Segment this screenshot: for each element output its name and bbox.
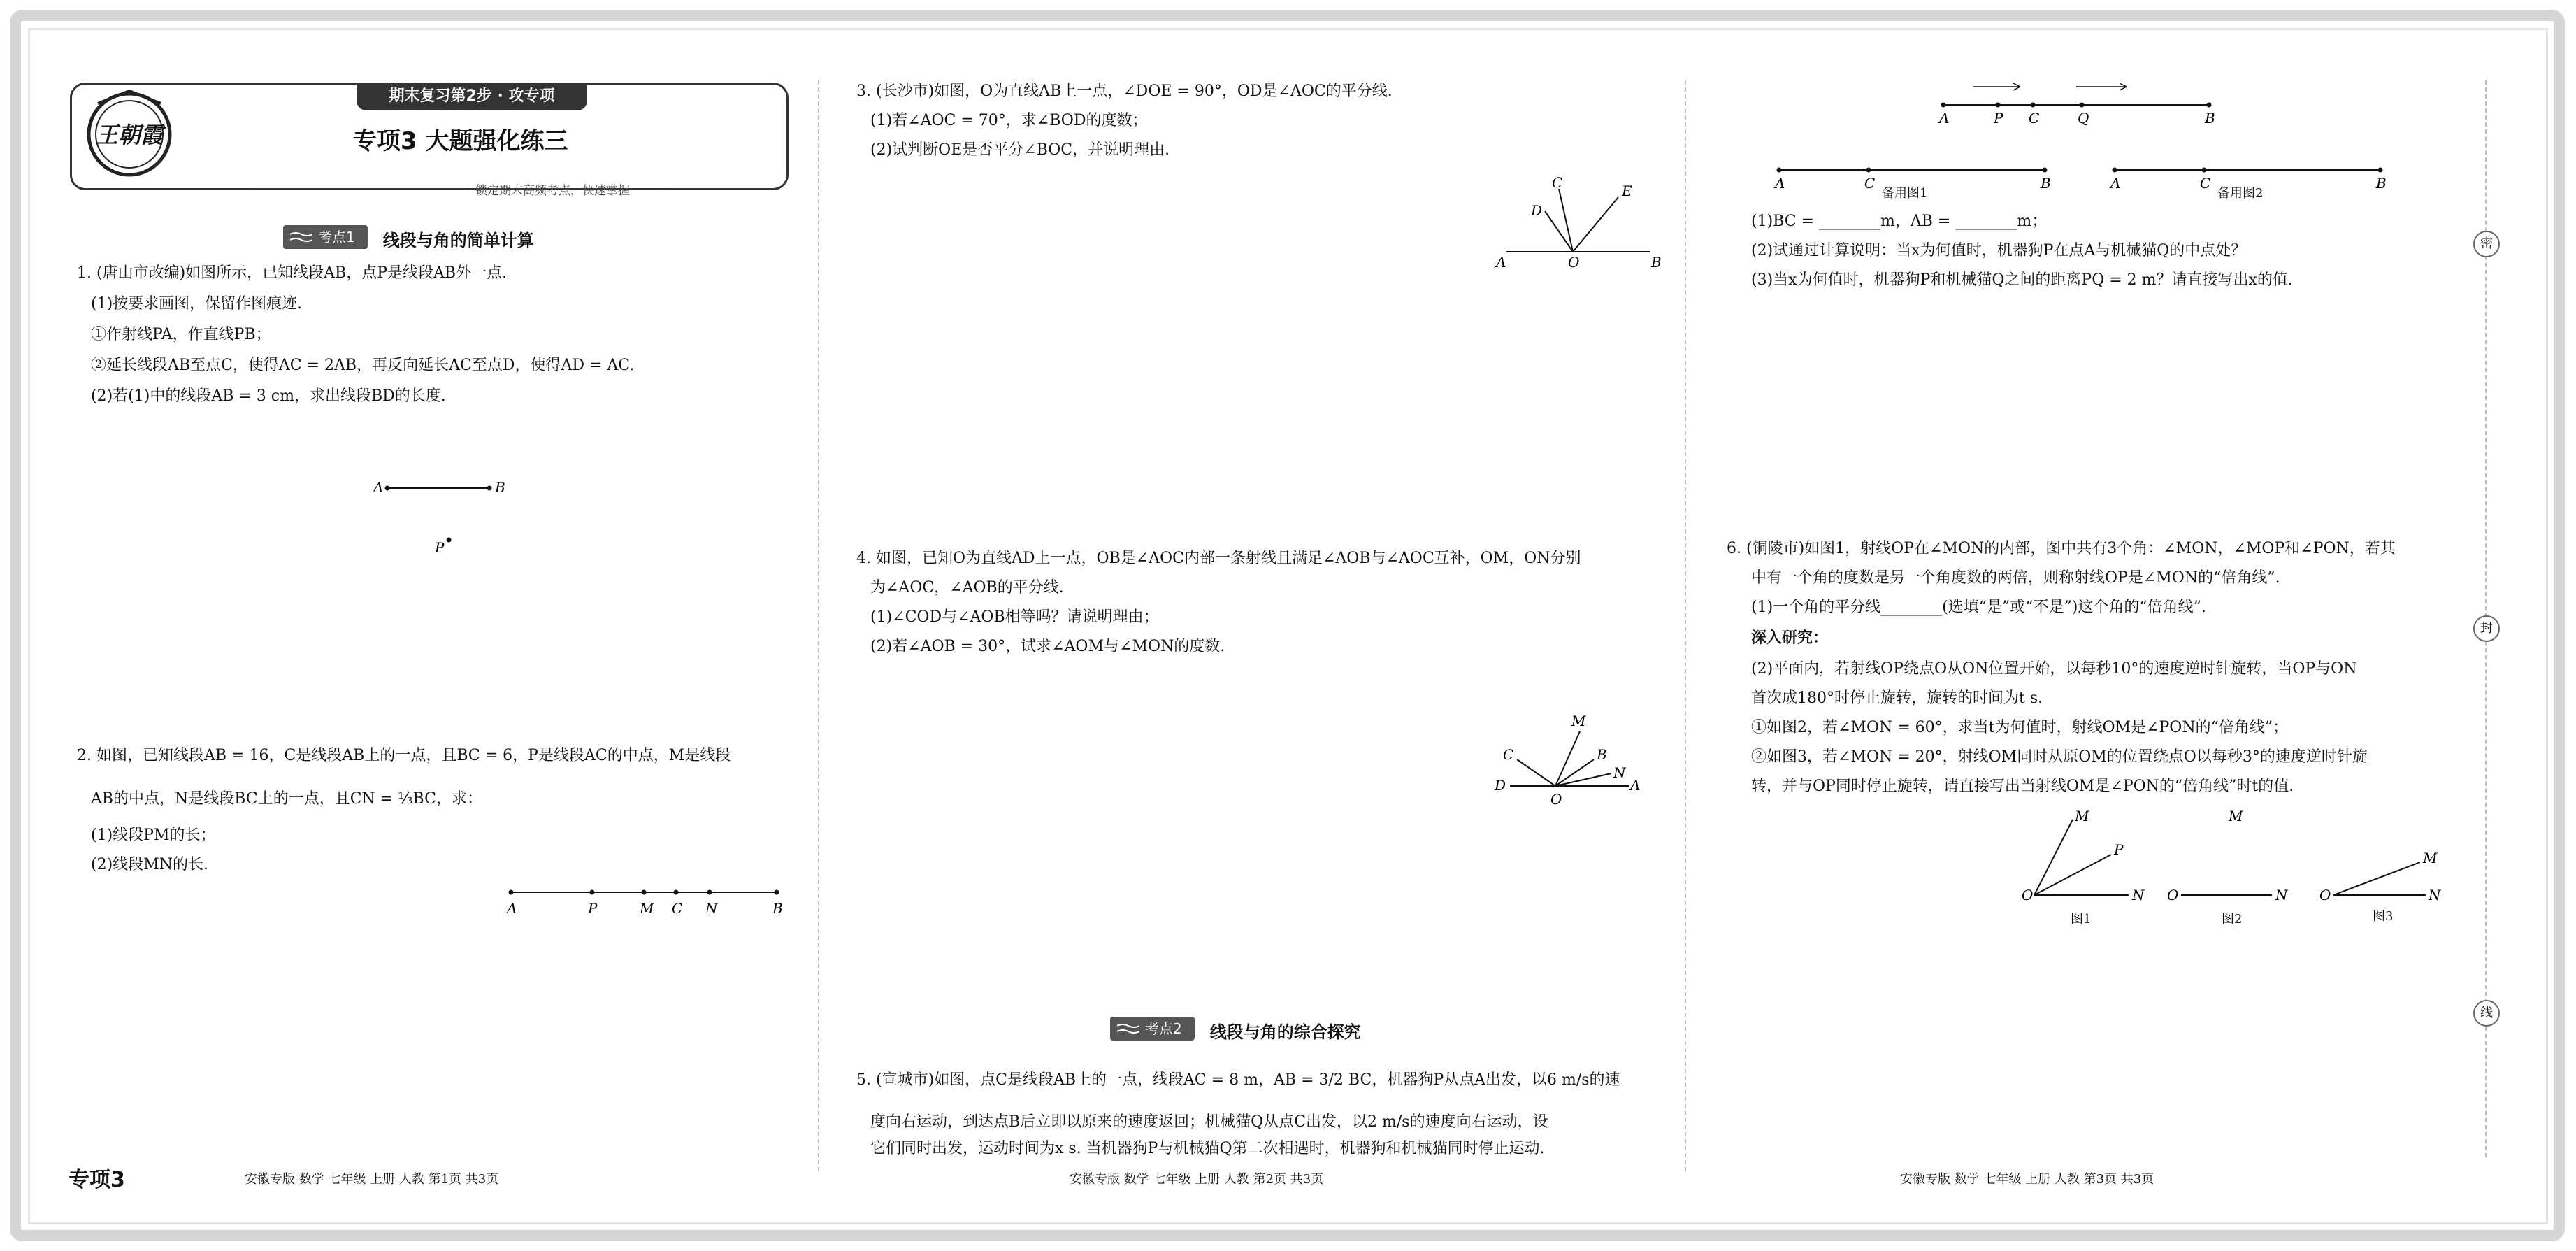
q5-spare1-label-c: C xyxy=(1864,175,1876,192)
q6-line-3: (1)一个角的平分线________(选填“是”或“不是”)这个角的“倍角线”. xyxy=(1751,599,2206,616)
q5-line-2: 度向右运动，到达点B后立即以原来的速度返回；机械猫Q从点C出发，以2 m/s的速度向右运动，设 xyxy=(870,1113,1548,1131)
q4-label-o: O xyxy=(1550,791,1562,808)
q6-line-5: (2)平面内，若射线OP绕点O从ON位置开始，以每秒10°的速度逆时针旋转，当OP与ON xyxy=(1751,660,2357,678)
q1-figure xyxy=(364,469,524,559)
q6-line-6: 首次成180°时停止旋转，旋转的时间为t s. xyxy=(1751,689,2043,707)
q2-label-p: P xyxy=(588,900,598,917)
q5-figure-main xyxy=(1929,70,2223,126)
q6-caption-2: 图2 xyxy=(2222,912,2243,927)
q2-point-b xyxy=(775,890,779,895)
section-1-badge xyxy=(283,225,368,249)
q4-label-a: A xyxy=(1630,777,1641,794)
q5-main-label-b: B xyxy=(2205,110,2215,126)
q2-label-b: B xyxy=(772,900,783,917)
q3-label-o: O xyxy=(1568,254,1580,271)
q3-line-2: (1)若∠AOC = 70°，求∠BOD的度数； xyxy=(870,112,1148,129)
q5-main-point-q xyxy=(2080,103,2085,108)
q2-label-m: M xyxy=(640,900,654,917)
q2-point-n xyxy=(707,890,712,895)
q5-spare2-point-a xyxy=(2113,168,2117,173)
q6-line-8: ②如图3，若∠MON = 20°，射线OM同时从原OM的位置绕点O以每秒3°的速度逆时针旋 xyxy=(1751,748,2368,766)
q2-line-4: (2)线段MN的长. xyxy=(91,856,208,873)
q5-main-label-a: A xyxy=(1939,110,1950,126)
q6-caption-3: 图3 xyxy=(2373,909,2394,924)
column-divider-2 xyxy=(1685,80,1686,1171)
side-tab-mi: 密 xyxy=(2473,231,2500,257)
q3-label-b: B xyxy=(1651,254,1662,271)
q1-line-2: (1)按要求画图，保留作图痕迹. xyxy=(91,295,303,313)
q5-main-label-p: P xyxy=(1994,110,2003,126)
q5-main-point-b xyxy=(2207,103,2212,108)
q4-label-n: N xyxy=(1613,764,1626,781)
q4-label-b: B xyxy=(1597,746,1607,763)
q3-line-3: (2)试判断OE是否平分∠BOC，并说明理由. xyxy=(870,141,1170,159)
q5-spare2-label-a: A xyxy=(2110,175,2121,192)
q6-fig1-label-n: N xyxy=(2132,887,2145,903)
q4-line-2: 为∠AOC，∠AOB的平分线. xyxy=(870,579,1064,596)
q2-label-n: N xyxy=(705,900,718,917)
footer-page-3: 安徽专版 数学 七年级 上册 人教 第3页 共3页 xyxy=(1900,1172,2154,1187)
q6-line-1: 6. (铜陵市)如图1，射线OP在∠MON的内部，图中共有3个角：∠MON，∠MOP和∠PON，若其 xyxy=(1727,540,2396,557)
q5-line-5: (2)试通过计算说明：当x为何值时，机器狗P在点A与机械猫Q的中点处？ xyxy=(1751,242,2247,259)
q5-main-point-a xyxy=(1941,103,1946,108)
q6-caption-1: 图1 xyxy=(2071,912,2092,927)
q5-spare1-point-c xyxy=(1866,168,1871,173)
q3-label-d: D xyxy=(1531,202,1543,219)
logo-text: 王朝霞 xyxy=(95,122,164,148)
q1-label-p: P xyxy=(435,539,445,556)
q6-fig2-label-n: N xyxy=(2275,887,2288,903)
q4-label-d: D xyxy=(1495,777,1506,794)
q4-line-3: (1)∠COD与∠AOB相等吗？请说明理由； xyxy=(870,608,1159,626)
section-1-badge-text: 考点1 xyxy=(318,229,355,245)
q2-point-m xyxy=(642,890,647,895)
section-2-badge xyxy=(1110,1017,1195,1041)
page-subtitle: 锁定期末高频考点，快速掌握 xyxy=(475,184,630,198)
q5-main-label-q: Q xyxy=(2078,110,2089,126)
q2-line-1: 2. 如图，已知线段AB = 16，C是线段AB上的一点，且BC = 6，P是线段AC的中点，M是线段 xyxy=(77,747,731,764)
q5-line-6: (3)当x为何值时，机器狗P和机械猫Q之间的距离PQ = 2 m？请直接写出x的值. xyxy=(1751,271,2293,289)
q3-label-e: E xyxy=(1622,183,1632,199)
q5-spare-caption-2: 备用图2 xyxy=(2217,186,2264,201)
q5-spare1-point-b xyxy=(2043,168,2048,173)
section-1 xyxy=(283,225,534,249)
q5-line-4: (1)BC = ________m，AB = ________m； xyxy=(1751,213,2048,230)
section-1-label: 线段与角的简单计算 xyxy=(382,231,534,250)
side-tab-feng: 封 xyxy=(2473,615,2500,642)
q2-label-c: C xyxy=(672,900,683,917)
q2-line-2: AB的中点，N是线段BC上的一点，且CN = ⅓BC，求： xyxy=(91,790,482,808)
wave-icon xyxy=(290,231,312,243)
q1-line-4: ②延长线段AB至点C，使得AC = 2AB，再反向延长AC至点D，使得AD = AC. xyxy=(91,357,635,374)
section-2-label: 线段与角的综合探究 xyxy=(1209,1022,1361,1042)
footer-page-2: 安徽专版 数学 七年级 上册 人教 第2页 共3页 xyxy=(1070,1172,1324,1187)
q5-spare2-label-b: B xyxy=(2376,175,2387,192)
q6-fig2-label-m: M xyxy=(2229,808,2243,824)
q3-line-1: 3. (长沙市)如图，O为直线AB上一点，∠DOE = 90°，OD是∠AOC的平分线. xyxy=(856,83,1393,100)
q6-fig1-label-m: M xyxy=(2075,808,2089,824)
q6-line-7: ①如图2，若∠MON = 60°，求当t为何值时，射线OM是∠PON的“倍角线”； xyxy=(1751,719,2289,736)
q5-spare2-label-c: C xyxy=(2200,175,2211,192)
q3-label-c: C xyxy=(1552,174,1563,191)
q1-line-1: 1. (唐山市改编)如图所示，已知线段AB，点P是线段AB外一点. xyxy=(77,264,508,282)
q2-point-c xyxy=(674,890,679,895)
q4-label-c: C xyxy=(1503,746,1514,763)
q1-line-3: ①作射线PA，作直线PB； xyxy=(91,326,271,343)
q3-label-a: A xyxy=(1496,254,1506,271)
q1-label-b: B xyxy=(495,479,505,496)
q2-line-3: (1)线段PM的长； xyxy=(91,827,216,844)
q5-spare2-point-c xyxy=(2202,168,2207,173)
q2-point-a xyxy=(509,890,514,895)
q5-spare1-point-a xyxy=(1777,168,1782,173)
footer-left-tag: 专项3 xyxy=(69,1168,125,1192)
section-2-badge-text: 考点2 xyxy=(1145,1020,1182,1037)
q4-line-4: (2)若∠AOB = 30°，试求∠AOM与∠MON的度数. xyxy=(870,638,1225,655)
header-tag: 期末复习第2步 · 攻专项 xyxy=(357,83,587,110)
page-area xyxy=(28,28,2548,1224)
q5-line-1: 5. (宣城市)如图，点C是线段AB上的一点，线段AC = 8 m，AB = 3/2 BC，机器狗P从点A出发，以6 m/s的速 xyxy=(856,1071,1620,1089)
q5-spare2-point-b xyxy=(2378,168,2383,173)
q5-spare1-label-a: A xyxy=(1775,175,1785,192)
q4-line-1: 4. 如图，已知O为直线AD上一点，OB是∠AOC内部一条射线且满足∠AOB与∠AOC互补，OM，ON分别 xyxy=(856,550,1581,567)
q1-line-5: (2)若(1)中的线段AB = 3 cm，求出线段BD的长度. xyxy=(91,387,446,405)
page-title: 专项3 大题强化练三 xyxy=(353,127,568,155)
q5-spare1-label-b: B xyxy=(2041,175,2051,192)
q5-main-point-c xyxy=(2031,103,2036,108)
q1-label-a: A xyxy=(373,479,384,496)
footer-page-1: 安徽专版 数学 七年级 上册 人教 第1页 共3页 xyxy=(245,1172,499,1187)
q3-figure xyxy=(1489,168,1671,280)
q6-fig1-label-o: O xyxy=(2022,887,2034,903)
side-tab-xian: 线 xyxy=(2473,1000,2500,1027)
q2-label-a: A xyxy=(507,900,517,917)
q6-fig3-label-m: M xyxy=(2423,850,2438,866)
logo xyxy=(77,90,182,179)
q4-figure xyxy=(1482,706,1650,811)
q5-main-point-p xyxy=(1996,103,2001,108)
q2-point-p xyxy=(590,890,595,895)
q5-line-3: 它们同时出发，运动时间为x s. 当机器狗P与机械猫Q第二次相遇时，机器狗和机械猫同时停止运动. xyxy=(870,1140,1545,1157)
column-divider-1 xyxy=(818,80,819,1171)
q6-fig3-label-o: O xyxy=(2319,887,2331,903)
section-2 xyxy=(1110,1017,1361,1041)
q6-fig3-label-n: N xyxy=(2429,887,2441,903)
q6-fig2-label-o: O xyxy=(2167,887,2179,903)
q6-line-9: 转，并与OP同时停止旋转，请直接写出当射线OM是∠PON的“倍角线”时t的值. xyxy=(1751,778,2294,795)
wave-icon xyxy=(1117,1023,1139,1034)
q6-fig1-label-p: P xyxy=(2114,841,2124,858)
q5-spare-caption-1: 备用图1 xyxy=(1882,186,1928,201)
q6-line-2: 中有一个角的度数是另一个角度数的两倍，则称射线OP是∠MON的“倍角线”. xyxy=(1751,569,2280,587)
q2-figure xyxy=(500,881,786,923)
q5-main-label-c: C xyxy=(2029,110,2040,126)
q4-label-m: M xyxy=(1571,713,1586,729)
q6-line-4: 深入研究： xyxy=(1751,629,1829,647)
